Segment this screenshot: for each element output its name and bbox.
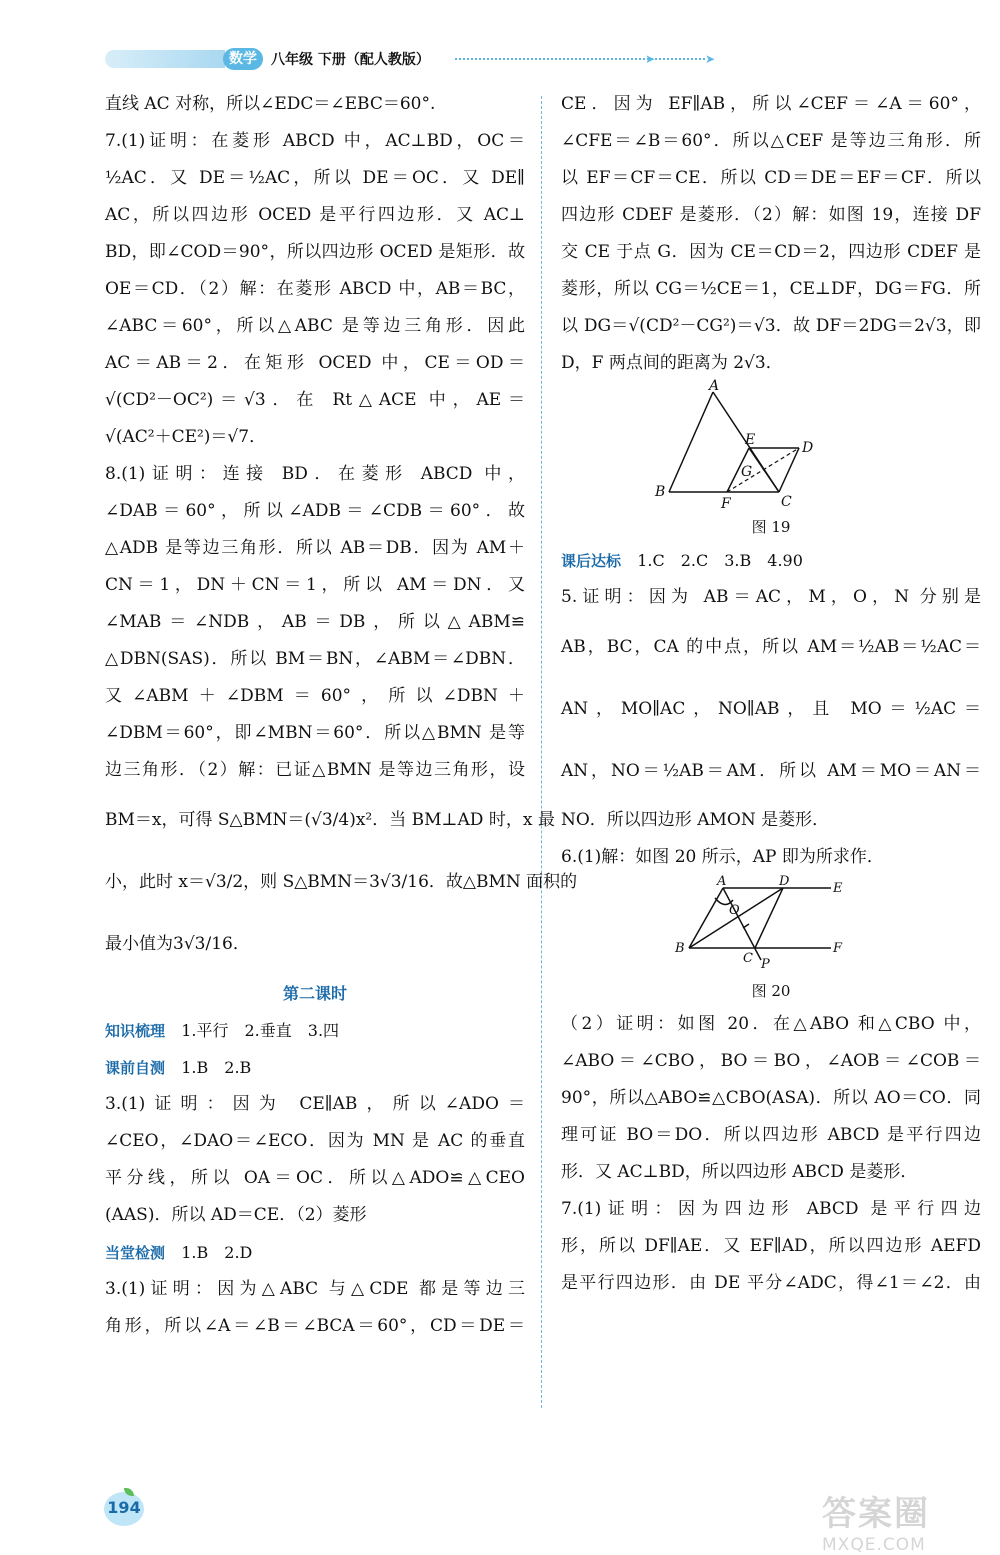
text-line: 形，所以 DF∥AE．又 EF∥AD，所以四边形 AEFD [561, 1236, 981, 1256]
text-line: 5.证明：因为 AB＝AC，M，O，N 分别是 [561, 587, 981, 607]
text-line: ∠MAB＝∠NDB，AB＝DB，所以△ABM≌ [105, 612, 525, 632]
page-header [105, 44, 725, 76]
text-line: D，F 两点间的距离为 2√3． [561, 353, 783, 373]
column-divider [541, 96, 542, 1408]
text-line: 角形，所以∠A＝∠B＝∠BCA＝60°，CD＝DE＝ [105, 1316, 525, 1336]
answer-line [105, 1234, 525, 1271]
fig19-label: G [741, 464, 753, 480]
text-line: 90°，所以△ABO≌△CBO(ASA)．所以 AO＝CO．同 [561, 1088, 981, 1108]
text-line: ∠DAB＝60°，所以∠ADB＝∠CDB＝60°．故 [105, 501, 525, 521]
fig20-label: A [717, 874, 727, 889]
text-line: AC＝AB＝2．在矩形 OCED 中，CE＝OD＝ [105, 353, 525, 373]
arrow-icon: ➤ [705, 52, 716, 66]
text-line: 7.(1)证明：在菱形 ABCD 中，AC⊥BD，OC＝ [105, 131, 525, 151]
text-line: 最小值为3√3/16． [105, 934, 250, 954]
text-line: CE．因为 EF∥AB，所以∠CEF＝∠A＝60°， [561, 94, 981, 114]
text-line: NO．所以四边形 AMON 是菱形． [561, 810, 830, 830]
text-line: BD，即∠COD＝90°，所以四边形 OCED 是矩形．故 [105, 242, 525, 262]
header-book-title: 八年级 下册（配人教版） [271, 52, 430, 68]
fig20-label: B [675, 941, 685, 956]
fig20-label: E [833, 881, 843, 896]
fig20-label: C [743, 951, 753, 966]
text-line: 菱形，所以 CG＝½CE＝1，CE⊥DF，DG＝FG．所 [561, 279, 981, 299]
text-line: 边三角形．（2）解：已证△BMN 是等边三角形，设 [105, 760, 525, 780]
fig20-label: F [833, 941, 843, 956]
answer-line [105, 1049, 525, 1086]
left-column [105, 86, 578, 1345]
text-line: AN，MO∥AC，NO∥AB，且 MO＝½AC＝ [561, 699, 981, 719]
text-line: △ADB 是等边三角形．所以 AB＝DB．因为 AM＋ [105, 538, 525, 558]
fig19-label: E [745, 432, 756, 448]
right-column [561, 86, 981, 1302]
text-line: △DBN(SAS)．所以 BM＝BN，∠ABM＝∠DBN． [105, 649, 525, 669]
text-line: AC，所以四边形 OCED 是平行四边形．又 AC⊥ [105, 205, 525, 225]
watermark [822, 1486, 992, 1555]
text-line: （2）证明：如图 20．在△ABO 和△CBO 中， [561, 1014, 981, 1034]
text-line: 8.(1)证明：连接 BD．在菱形 ABCD 中， [105, 464, 525, 484]
text-line: 以 EF＝CF＝CE．所以 CD＝DE＝EF＝CF．所以 [561, 168, 981, 188]
figure-19-diagram [655, 378, 881, 512]
answer-line [561, 542, 981, 579]
text-line: ∠DBM＝60°，即∠MBN＝60°．所以△BMN 是等 [105, 723, 525, 743]
text-line: 又∠ABM＋∠DBM＝60°，所以∠DBN＋ [105, 686, 525, 706]
text-line: 3.(1)证明：因为 CE∥AB，所以∠ADO＝ [105, 1094, 525, 1114]
text-line: CN＝1，DN＋CN＝1，所以 AM＝DN．又 [105, 575, 525, 595]
section-tag: 课后达标 [561, 552, 622, 570]
text-line: 交 CE 于点 G．因为 CE＝CD＝2，四边形 CDEF 是 [561, 242, 981, 262]
text-line: 3.(1)证明：因为△ABC 与△CDE 都是等边三 [105, 1279, 525, 1299]
text-line: 小，此时 x＝√3/2，则 S△BMN＝3√3/16．故△BMN 面积的 [105, 872, 578, 892]
text-line: 以 DG＝√(CD²－CG²)＝√3．故 DF＝2DG＝2√3，即 [561, 316, 981, 336]
section-tag: 当堂检测 [105, 1244, 166, 1262]
text-line: ∠CEO，∠DAO＝∠ECO．因为 MN 是 AC 的垂直 [105, 1131, 525, 1151]
fig20-label: P [761, 957, 770, 972]
figure-caption: 图 19 [751, 518, 791, 536]
text-line: ∠ABO＝∠CBO，BO＝BO，∠AOB＝∠COB＝ [561, 1051, 981, 1071]
text-line: 形．又 AC⊥BD，所以四边形 ABCD 是菱形． [561, 1162, 918, 1182]
answer-text: 1.C 2.C 3.B 4.90 [637, 551, 803, 570]
answer-text: 1.B 2.B [181, 1058, 252, 1077]
text-line: OE＝CD．（2）解：在菱形 ABCD 中，AB＝BC， [105, 279, 525, 299]
header-band [105, 50, 225, 68]
header-dotted-line [455, 58, 705, 60]
fig19-label: F [721, 496, 731, 512]
text-line: ∠ABC＝60°，所以△ABC 是等边三角形．因此 [105, 316, 525, 336]
fig20-label: O [729, 903, 740, 918]
text-line: 7.(1)证明：因为四边形 ABCD 是平行四边 [561, 1199, 981, 1219]
section-title: 第二课时 [282, 984, 347, 1003]
text-line: ∠CFE＝∠B＝60°．所以△CEF 是等边三角形．所 [561, 131, 981, 151]
fig20-label: D [779, 874, 790, 889]
text-line: BM＝x，可得 S△BMN＝(√3/4)x²．当 BM⊥AD 时，x 最 [105, 810, 555, 830]
text-line: AB，BC，CA 的中点，所以 AM＝½AB＝½AC＝ [561, 637, 981, 657]
text-line: 四边形 CDEF 是菱形．（2）解：如图 19，连接 DF [561, 205, 981, 225]
text-line: 理可证 BO＝DO．所以四边形 ABCD 是平行四边 [561, 1125, 981, 1145]
watermark-url: MXQE.COM [822, 1535, 926, 1555]
section-tag: 课前自测 [105, 1059, 166, 1077]
text-line: (AAS)．所以 AD＝CE．（2）菱形 [105, 1205, 367, 1225]
figure-20 [561, 876, 981, 1006]
text-line: ½AC．又 DE＝½AC，所以 DE＝OC．又 DE∥ [105, 168, 525, 188]
text-line: 直线 AC 对称，所以∠EDC＝∠EBC＝60°. [105, 94, 436, 114]
figure-20-diagram [671, 876, 871, 976]
header-subject-badge: 数学 [223, 48, 263, 70]
text-line: √(AC²＋CE²)＝√7． [105, 427, 267, 447]
watermark-cn: 答案圈 [822, 1494, 930, 1534]
page-number [104, 1488, 148, 1528]
section-tag: 知识梳理 [105, 1022, 166, 1040]
figure-caption: 图 20 [751, 982, 791, 1000]
text-line: 是平行四边形．由 DE 平分∠ADC，得∠1＝∠2．由 [561, 1273, 981, 1293]
fig19-label: B [655, 484, 666, 500]
page-number-text: 194 [107, 1498, 141, 1517]
text-line: 平分线，所以 OA＝OC．所以△ADO≌△CEO [105, 1168, 525, 1188]
arrow-icon: ➤ [645, 52, 656, 66]
text-line: AN，NO＝½AB＝AM．所以 AM＝MO＝AN＝ [561, 761, 981, 781]
answer-text: 1.B 2.D [181, 1243, 253, 1262]
fig19-label: D [802, 440, 814, 456]
answer-text: 1.平行 2.垂直 3.四 [181, 1021, 340, 1040]
answer-line [105, 1012, 525, 1049]
fig19-label: C [781, 494, 792, 510]
figure-19 [561, 378, 981, 542]
fig19-label: A [709, 378, 720, 394]
text-line: √(CD²－OC²)＝√3．在 Rt△ACE 中，AE＝ [105, 390, 525, 410]
text-line: 6.(1)解：如图 20 所示，AP 即为所求作． [561, 847, 884, 867]
